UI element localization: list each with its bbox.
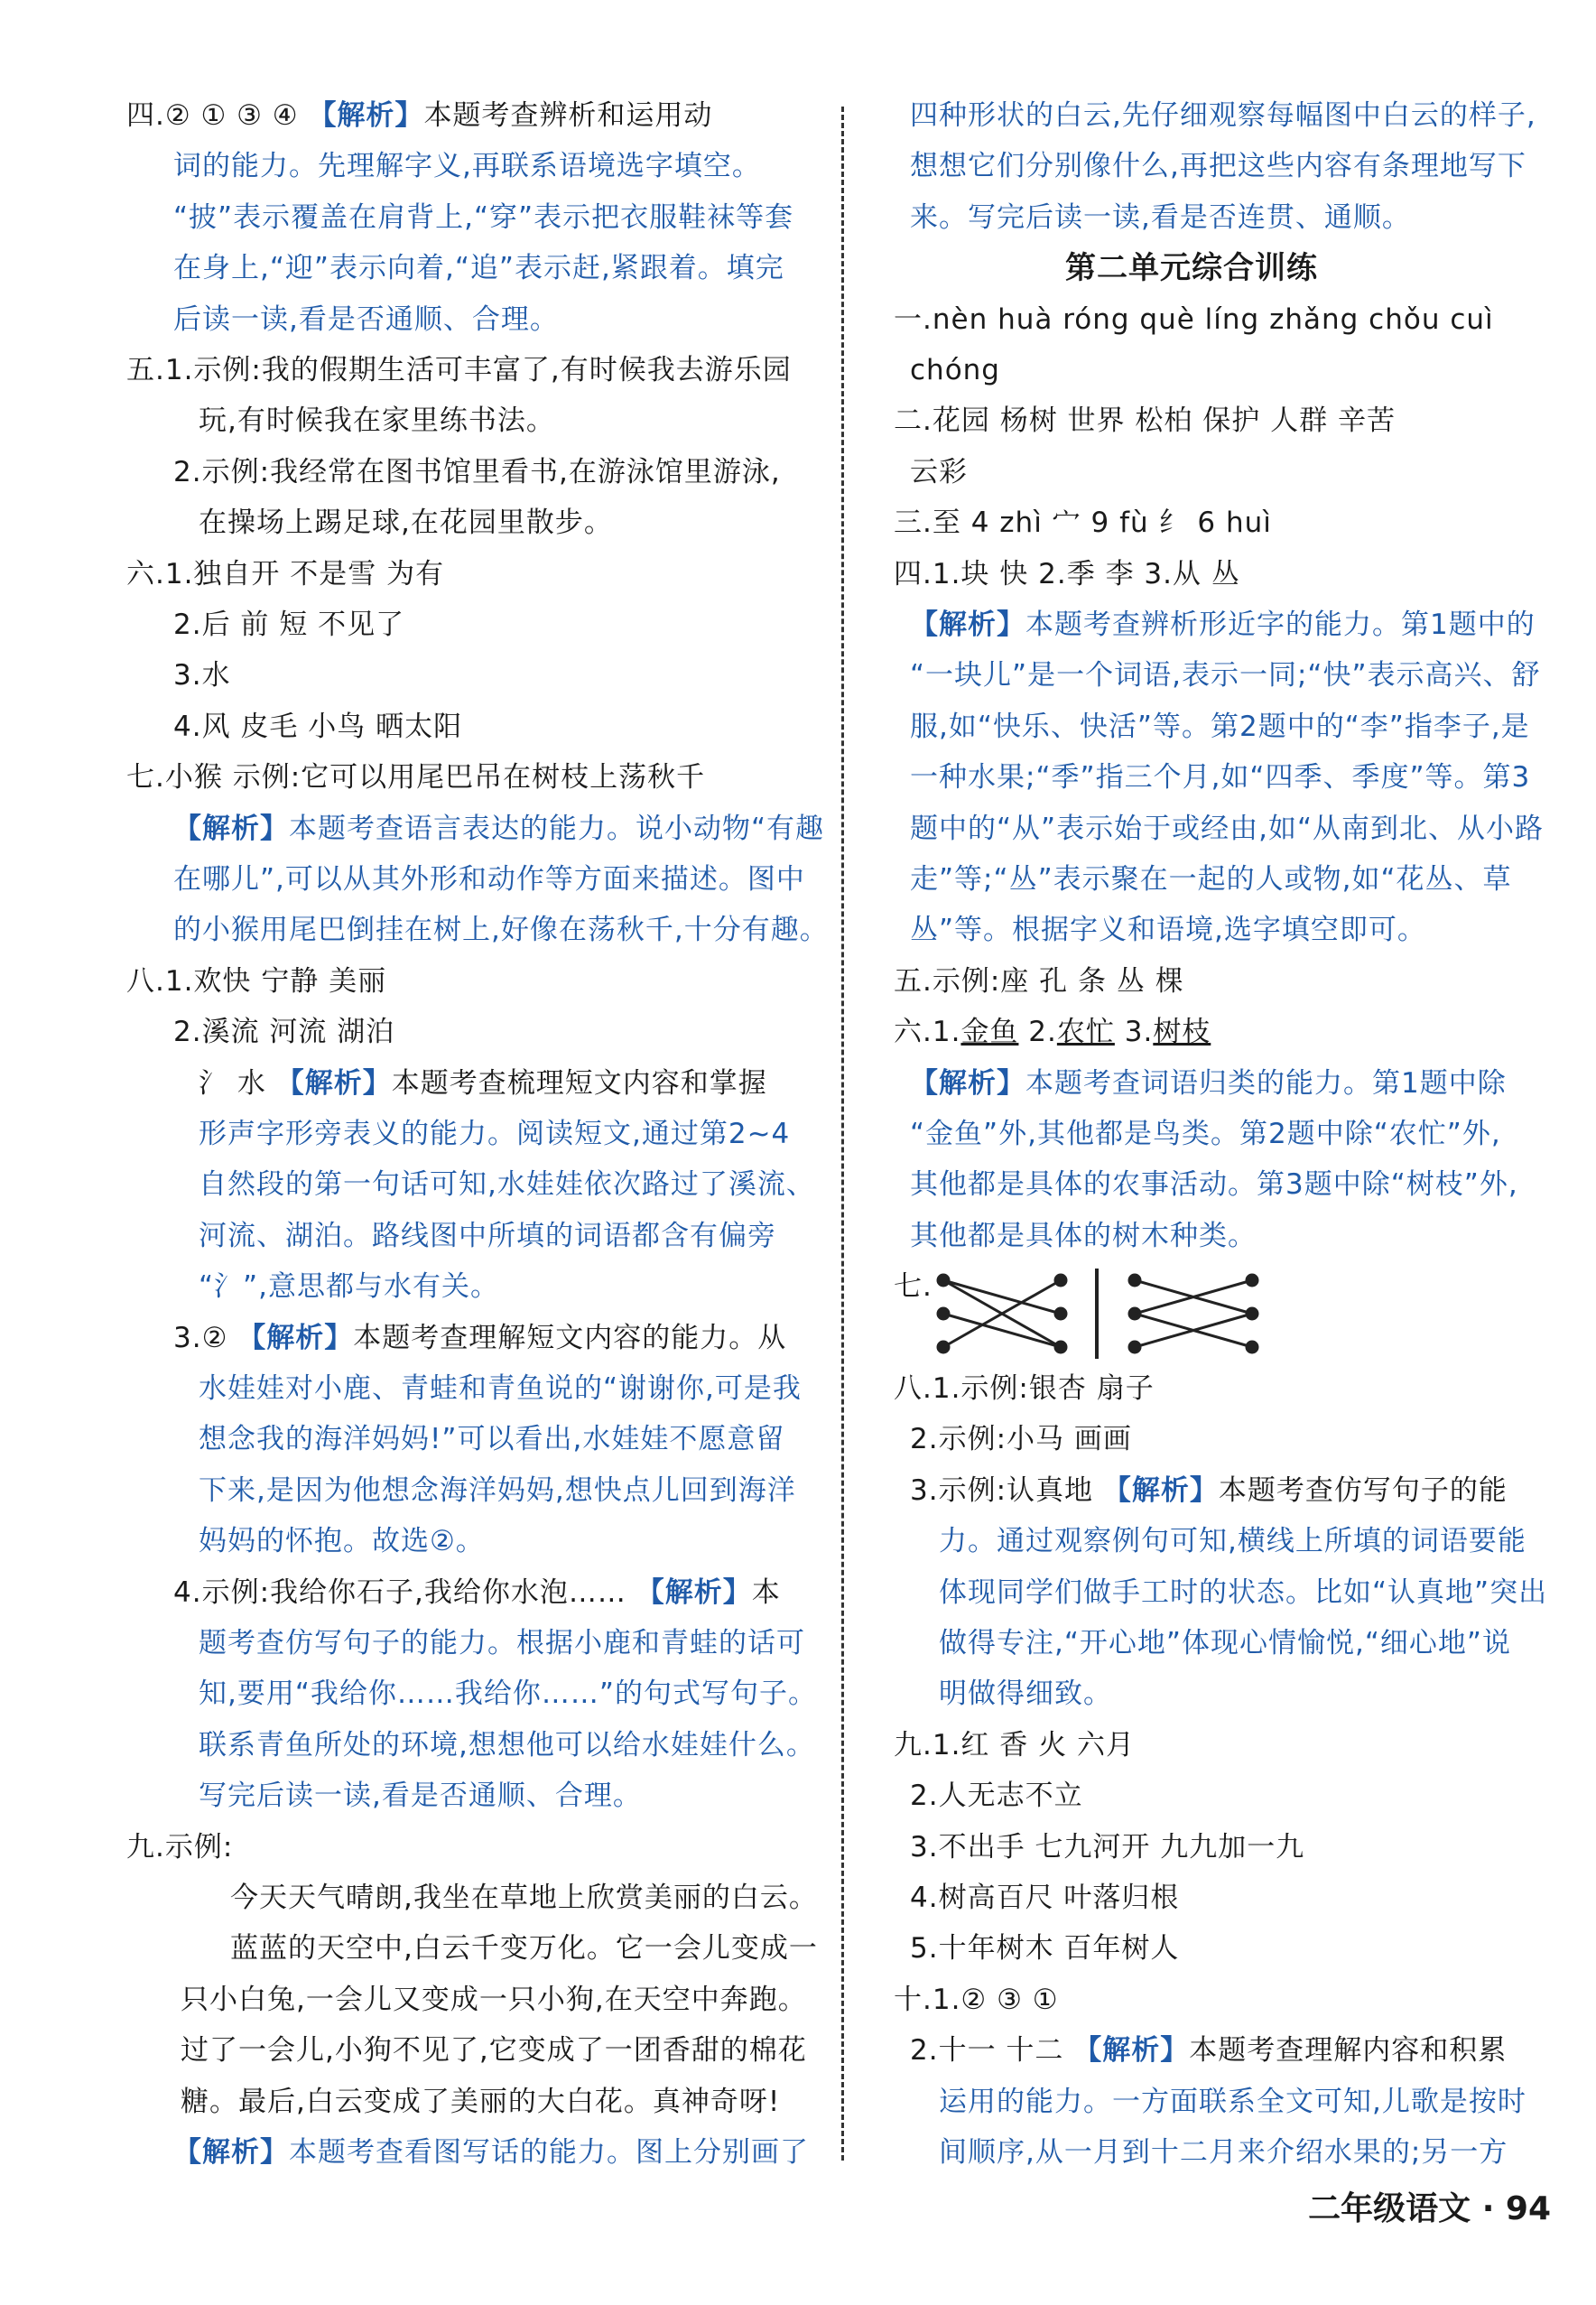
text-line: 想念我的海洋妈妈!”可以看出,水娃娃不愿意留 (199, 1423, 785, 1456)
text-line: 在身上,“迎”表示向着,“追”表示赶,紧跟着。填完 (173, 252, 784, 285)
text-line: 做得专注,“开心地”体现心情愉悦,“细心地”说 (939, 1627, 1511, 1659)
text-line: 六.1.独自开 不是雪 为有 (126, 557, 445, 590)
matching-diagram (934, 1264, 1259, 1363)
text-line: 运用的能力。一方面联系全文可知,儿歌是按时 (939, 2085, 1526, 2118)
text-line: 二.花园 杨树 世界 松柏 保护 人群 辛苦 (894, 404, 1396, 438)
text-line: 第二单元综合训练 (1065, 250, 1318, 287)
text-line: 蓝蓝的天空中,白云千变万化。它一会儿变成一 (230, 1932, 818, 1966)
text-line: 2.示例:小马 画画 (910, 1423, 1132, 1456)
text-line: 七.小猴 示例:它可以用尾巴吊在树枝上荡秋千 (126, 761, 706, 795)
text-line: 联系青鱼所处的环境,想想他可以给水娃娃什么。 (199, 1728, 815, 1761)
text-line: 3.水 (173, 659, 231, 692)
text-line: 5.十年树木 百年树人 (910, 1932, 1180, 1966)
text-line: 体现同学们做手工时的状态。比如“认真地”突出 (939, 1575, 1548, 1609)
text-line: “披”表示覆盖在肩背上,“穿”表示把衣服鞋袜等套 (173, 200, 794, 234)
text-line: 三.至 4 zhì 宀 9 fù 纟 6 huì (894, 507, 1272, 540)
text-line: 十.1.② ③ ① (894, 1983, 1059, 2016)
text-line: 想想它们分别像什么,再把这些内容有条理地写下 (910, 150, 1526, 183)
text-line: 八.1.欢快 宁静 美丽 (126, 964, 387, 998)
text-line: 五.1.示例:我的假期生活可丰富了,有时候我去游乐园 (126, 354, 792, 386)
text-line: 明做得细致。 (939, 1678, 1112, 1711)
text-line: 力。通过观察例句可知,横线上所填的词语要能 (939, 1525, 1526, 1558)
text-line: 4.风 皮毛 小鸟 晒太阳 (173, 710, 463, 743)
text-line: 【解析】本题考查语言表达的能力。说小动物“有趣 (173, 812, 825, 845)
text-line: 4.示例:我给你石子,我给你水泡…… 【解析】本 (173, 1575, 781, 1609)
text-line: 知,要用“我给你……我给你……”的句式写句子。 (199, 1678, 817, 1711)
column-divider (841, 107, 844, 2161)
text-line: 间顺序,从一月到十二月来介绍水果的;另一方 (939, 2136, 1508, 2169)
text-line: 3.② 【解析】本题考查理解短文内容的能力。从 (173, 1321, 787, 1354)
text-line: 题考查仿写句子的能力。根据小鹿和青蛙的话可 (199, 1627, 805, 1659)
text-line: 玩,有时候我在家里练书法。 (199, 404, 555, 438)
text-line: 【解析】本题考查辨析形近字的能力。第1题中的 (910, 609, 1536, 641)
text-line: 4.树高百尺 叶落归根 (910, 1882, 1180, 1914)
text-line: 糖。最后,白云变成了美丽的大白花。真神奇呀! (181, 2085, 781, 2118)
text-line: 一种水果;“季”指三个月,如“四季、季度”等。第3 (910, 761, 1531, 795)
text-line: 六.1.金鱼 2.农忙 3.树枝 (894, 1016, 1211, 1049)
text-line: chóng (910, 354, 1000, 386)
text-line: 来。写完后读一读,看是否连贯、通顺。 (910, 200, 1411, 234)
text-line: 其他都是具体的树木种类。 (910, 1219, 1257, 1252)
text-line: 过了一会儿,小狗不见了,它变成了一团香甜的棉花 (181, 2034, 807, 2068)
text-line: “氵”,意思都与水有关。 (199, 1270, 499, 1304)
text-line: 九.1.红 香 火 六月 (894, 1728, 1135, 1761)
text-line: 妈妈的怀抱。故选②。 (199, 1525, 485, 1558)
text-line: 四.1.块 快 2.季 李 3.从 丛 (894, 557, 1240, 590)
text-line: 在哪儿”,可以从其外形和动作等方面来描述。图中 (173, 863, 805, 896)
page-footer: 二年级语文 · 94 (1308, 2190, 1551, 2227)
text-line: 今天天气晴朗,我坐在草地上欣赏美丽的白云。 (230, 1882, 818, 1914)
text-line: 在操场上踢足球,在花园里散步。 (199, 507, 613, 540)
text-line: 题中的“从”表示始于或经由,如“从南到北、从小路 (910, 812, 1545, 845)
text-line: 2.后 前 短 不见了 (173, 609, 405, 641)
text-line: 九.示例: (126, 1830, 234, 1864)
text-line: 水娃娃对小鹿、青蛙和青鱼说的“谢谢你,可是我 (199, 1372, 802, 1405)
text-line: 云彩 (910, 455, 968, 488)
text-line: 3.示例:认真地 【解析】本题考查仿写句子的能 (910, 1473, 1508, 1507)
text-line: 只小白兔,一会儿又变成一只小狗,在天空中奔跑。 (181, 1983, 807, 2016)
text-line: 七. (894, 1270, 933, 1304)
text-line: 下来,是因为他想念海洋妈妈,想快点儿回到海洋 (199, 1473, 796, 1507)
text-line: 3.不出手 七九河开 九九加一九 (910, 1830, 1305, 1864)
text-line: 【解析】本题考查词语归类的能力。第1题中除 (910, 1066, 1507, 1100)
text-line: 2.十一 十二 【解析】本题考查理解内容和积累 (910, 2034, 1508, 2068)
text-line: 其他都是具体的农事活动。第3题中除“树枝”外, (910, 1168, 1518, 1202)
text-line: 2.人无志不立 (910, 1780, 1083, 1813)
text-line: 2.示例:我经常在图书馆里看书,在游泳馆里游泳, (173, 455, 781, 488)
text-line: 的小猴用尾巴倒挂在树上,好像在荡秋千,十分有趣。 (173, 914, 829, 947)
text-line: 一.nèn huà róng què líng zhǎng chǒu cuì (894, 302, 1494, 336)
text-line: 丛”等。根据字义和语境,选字填空即可。 (910, 914, 1426, 947)
text-line: 走”等;“丛”表示聚在一起的人或物,如“花丛、草 (910, 863, 1512, 896)
text-line: 词的能力。先理解字义,再联系语境选字填空。 (173, 150, 761, 183)
text-line: 河流、湖泊。路线图中所填的词语都含有偏旁 (199, 1219, 776, 1252)
text-line: 形声字形旁表义的能力。阅读短文,通过第2~4 (199, 1118, 791, 1150)
text-line: 四种形状的白云,先仔细观察每幅图中白云的样子, (910, 99, 1536, 132)
text-line: 后读一读,看是否通顺、合理。 (173, 302, 559, 336)
text-line: “一块儿”是一个词语,表示一同;“快”表示高兴、舒 (910, 659, 1541, 692)
text-line: “金鱼”外,其他都是鸟类。第2题中除“农忙”外, (910, 1118, 1501, 1150)
text-line: 写完后读一读,看是否通顺、合理。 (199, 1780, 642, 1813)
text-line: 2.溪流 河流 湖泊 (173, 1016, 395, 1049)
text-line: 四.② ① ③ ④ 【解析】本题考查辨析和运用动 (126, 99, 713, 132)
text-line: 氵 水 【解析】本题考查梳理短文内容和掌握 (199, 1066, 767, 1100)
text-line: 服,如“快乐、快活”等。第2题中的“李”指李子,是 (910, 710, 1530, 743)
text-line: 【解析】本题考查看图写话的能力。图上分别画了 (173, 2136, 809, 2169)
text-line: 自然段的第一句话可知,水娃娃依次路过了溪流、 (199, 1168, 815, 1202)
text-line: 五.示例:座 孔 条 丛 棵 (894, 964, 1184, 998)
text-line: 八.1.示例:银杏 扇子 (894, 1372, 1155, 1405)
